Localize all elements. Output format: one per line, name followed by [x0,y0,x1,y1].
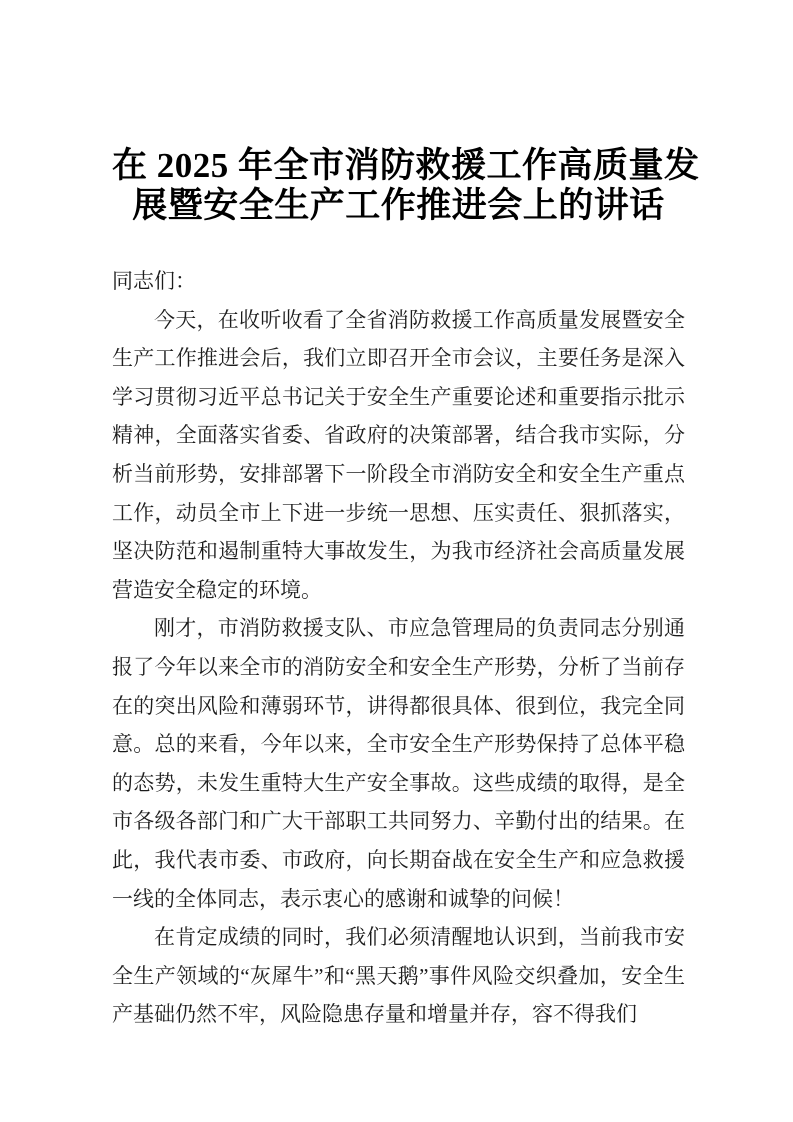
salutation: 同志们： [112,269,196,293]
document-title-line-2: 展暨安全生产工作推进会上的讲话 [132,186,665,225]
document-title [112,146,700,226]
document-body [112,262,685,1034]
paragraph-opening-tasks: 今天，在收听收看了全省消防救援工作高质量发展暨安全生产工作推进会后，我们立即召开全市会议，主要任务是深入学习贯彻习近平总书记关于安全生产重要论述和重要指示批示精神，全面落实省委、省政府的决策部署，结合我市实际，分析当前形势，安排部署下一阶段全市消防安全和安全生产重点工作，动员全市上下进一步统一思想、压实责任、狠抓落实，坚决防范和遏制重特大事故发生，为我市经济社会高质量发展营造安全稳定的环境。 [112,307,685,602]
document-title-line-1: 在 2025 年全市消防救援工作高质量发 [112,146,700,185]
paragraph-briefing-acknowledgement: 刚才，市消防救援支队、市应急管理局的负责同志分别通报了今年以来全市的消防安全和安全生产形势，分析了当前存在的突出风险和薄弱环节，讲得都很具体、很到位，我完全同意。总的来看，今年以来，全市安全生产形势保持了总体平稳的态势，未发生重特大生产安全事故。这些成绩的取得，是全市各级各部门和广大干部职工共同努力、辛勤付出的结果。在此，我代表市委、市政府，向长期奋战在安全生产和应急救援一线的全体同志，表示衷心的感谢和诚挚的问候！ [112,616,685,911]
paragraph-risk-warning: 在肯定成绩的同时，我们必须清醒地认识到，当前我市安全生产领域的“灰犀牛”和“黑天鹅”事件风险交织叠加，安全生产基础仍然不牢，风险隐患存量和增量并存，容不得我们 [112,925,685,1027]
